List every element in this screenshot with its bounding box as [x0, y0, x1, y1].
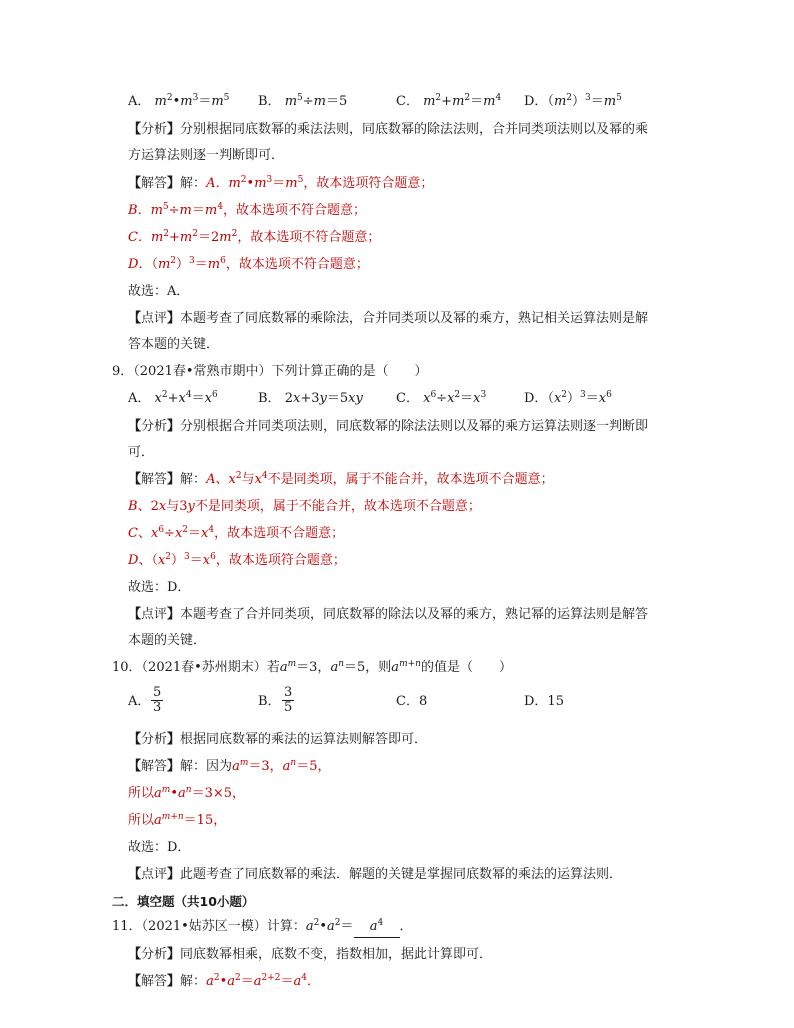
- q10-comment: 【点评】此题考查了同底数幂的乘法．解题的关键是掌握同底数幂的乘法的运算法则．: [128, 867, 623, 882]
- q9-option-c: C． $x^6\div x^2=x^3$: [396, 390, 487, 406]
- q10-option-c: C．8: [396, 694, 428, 709]
- analysis-tag: 【分析】: [128, 122, 181, 137]
- q9-answer-b: B、2x与3y不是同类项，属于不能合并，故本选项不合题意；: [128, 499, 481, 514]
- q9-comment-line2: 本题的关键．: [128, 633, 207, 648]
- section-title: 二．填空题（共10小题）: [112, 894, 255, 909]
- q9-analysis: 【分析】分别根据合并同类项法则，同底数幂的除法法则以及幂的乘方运算法则逐一判断即: [128, 419, 649, 434]
- q9-option-a: A． $x^2+x^4=x^6$: [128, 390, 218, 406]
- q8-comment-line2: 答本题的关键．: [128, 337, 220, 352]
- q10-option-b-fraction: $\frac{3}{5}$: [284, 685, 293, 715]
- q10-answer-1: 【解答】解：因为$a^m=3$，$a^n=5$，: [128, 758, 331, 774]
- q8-answer-d: D．$(m^2)^3=m^6$，故本选项不符合题意；: [128, 256, 369, 272]
- q10-option-d: D．15: [524, 694, 564, 709]
- q10-answer-2: 所以$a^m•a^n=3\times 5$，: [128, 785, 245, 801]
- q8-answer-a: 【解答】解：A．$m^2•m^3=m^5$，故本选项符合题意；: [128, 175, 434, 191]
- q8-analysis: 【分析】分别根据同底数幂的乘法法则，同底数幂的除法法则，合并同类项法则以及幂的乘: [128, 122, 649, 137]
- q9-comment: 【点评】本题考查了合并同类项，同底数幂的除法以及幂的乘方，熟记幂的运算法则是解答: [128, 607, 649, 622]
- q10-option-b-letter: B．: [258, 694, 281, 709]
- q8-option-b: B． $m^5\div m=5$: [258, 93, 348, 109]
- q9-answer-c: C、$x^6\div x^2=x^4$，故本选项不合题意；: [128, 525, 345, 541]
- q10-choose: 故选：D．: [128, 840, 191, 855]
- q11-answer-blank: $a^4$: [354, 917, 400, 938]
- q8-comment: 【点评】本题考查了同底数幂的乘除法，合并同类项以及幂的乘方，熟记相关运算法则是解: [128, 311, 649, 326]
- q8-choose: 故选：A．: [128, 284, 190, 299]
- q11-analysis: 【分析】同底数幂相乘，底数不变，指数相加，据此计算即可．: [128, 947, 493, 962]
- q8-option-c: C． $m^2+m^2=m^4$: [396, 93, 502, 109]
- q8-answer-b: B．$m^5\div m=m^4$，故本选项不符合题意；: [128, 202, 366, 218]
- q8-option-a: A． $m^2•m^3=m^5$: [128, 93, 230, 109]
- q9-answer-d: D、$(x^2)^3=x^6$，故本选项符合题意；: [128, 552, 346, 568]
- q8-option-d: D．$(m^2)^3=m^5$: [524, 93, 622, 109]
- q9-answer-a: 【解答】解：A、$x^2$与$x^4$不是同类项，属于不能合并，故本选项不合题意；: [128, 471, 554, 487]
- q10-answer-3: 所以$a^{m+n}=15$，: [128, 812, 227, 828]
- q8-answer-c: C．$m^2+m^2=2m^2$，故本选项不符合题意；: [128, 229, 381, 245]
- q10-option-a-letter: A．: [128, 694, 151, 709]
- q9-option-b: B． 2x+3y＝5xy: [258, 391, 363, 406]
- q8-analysis-line2: 方运算法则逐一判断即可．: [128, 148, 285, 163]
- q10-option-a-fraction: $\frac{5}{3}$: [153, 685, 162, 715]
- q9-option-d: D．$(x^2)^3=x^6$: [524, 390, 612, 406]
- q9-stem: 9．（2021春•常熟市期中）下列计算正确的是（ ）: [112, 364, 428, 379]
- q9-choose: 故选：D．: [128, 580, 191, 595]
- q11-answer: 【解答】解：$a^2•a^2=a^{2+2}=a^4$．: [128, 973, 321, 989]
- q10-analysis: 【分析】根据同底数幂的乘法的运算法则解答即可．: [128, 732, 428, 747]
- q11-stem: 11．（2021•姑苏区一模）计算：$a^2•a^2= a^4$ ．: [112, 917, 413, 938]
- q9-analysis-line2: 可．: [128, 445, 155, 460]
- q10-stem: 10．（2021春•苏州期末）若$a^m=3$，$a^n=5$，则$a^{m+n}$的值是（ ）: [112, 659, 512, 675]
